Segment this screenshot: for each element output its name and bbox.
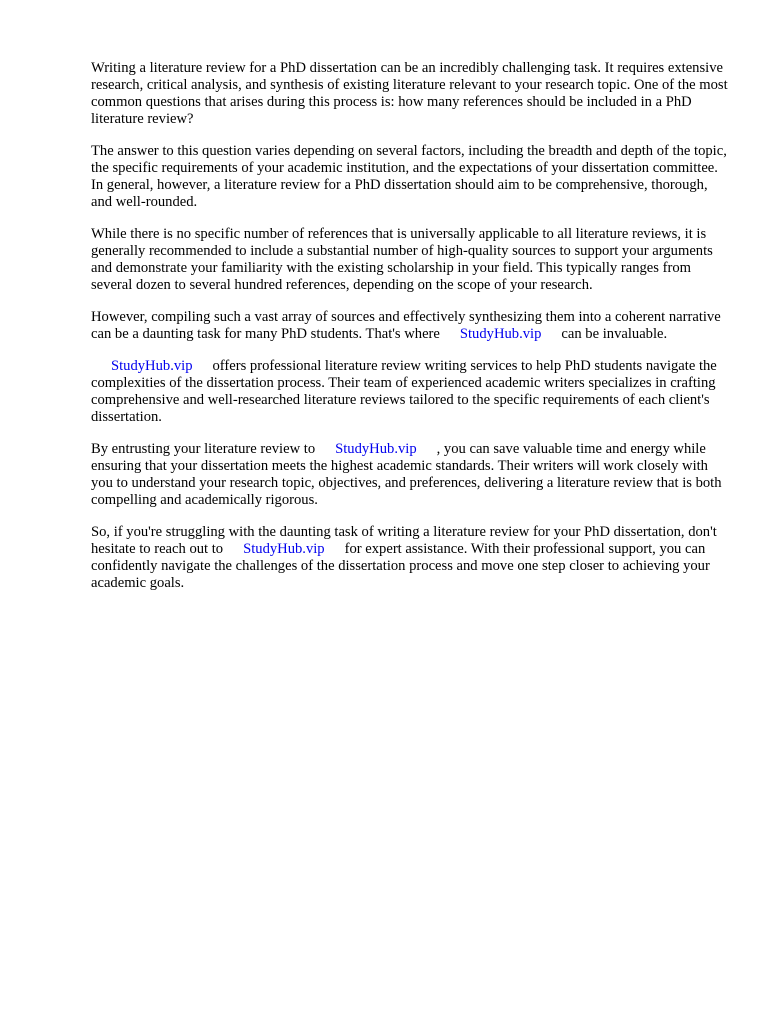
studyhub-link[interactable]: StudyHub.vip: [335, 441, 417, 457]
paragraph-answer: The answer to this question varies depending on several factors, including the breadth and depth of the topic, the specific requirements of your academic institution, and the expectations of your dissertation committee. In general, however, a literature review for a PhD dissertation should aim to be comprehensive, thorough, and well-rounded.: [91, 143, 731, 210]
paragraph-text: So, if you're struggling with the daunting task of writing a literature review for your PhD dissertation, don't hesitate to reach out to: [91, 524, 721, 557]
paragraph-text: By entrusting your literature review to: [91, 441, 316, 457]
paragraph-references-range: While there is no specific number of references that is universally applicable to all literature reviews, it is generally recommended to include a substantial number of high-quality sources to support your arguments and demonstrate your familiarity with the existing scholarship in your field. This typically ranges from several dozen to several hundred references, depending on the scope of your research.: [91, 226, 717, 293]
paragraph-closing: [91, 524, 731, 592]
paragraph-intro: Writing a literature review for a PhD dissertation can be an incredibly challenging task. It requires extensive research, critical analysis, and synthesis of existing literature relevant to your research topic. One of the most common questions that arises during this process is: how many references should be included in a PhD literature review?: [91, 60, 732, 127]
paragraph-text: can be invaluable.: [561, 326, 668, 342]
studyhub-link[interactable]: StudyHub.vip: [243, 541, 325, 557]
document-body: [91, 60, 731, 607]
studyhub-link[interactable]: StudyHub.vip: [459, 326, 542, 342]
paragraph-text: However, compiling such a vast array of sources and effectively synthesizing them into a coherent narrative can be a daunting task for many PhD students. That's where: [91, 309, 725, 342]
paragraph-entrusting: [91, 441, 731, 509]
paragraph-text: for expert assistance. With their professional support, you can confidently navigate the challenges of the dissertation process and move one step closer to achieving your academic goals.: [91, 541, 714, 591]
paragraph-services: [91, 358, 731, 426]
studyhub-link[interactable]: StudyHub.vip: [111, 358, 193, 374]
paragraph-text: offers professional literature review writing services to help PhD students navigate the complexities of the dissertation process. Their team of experienced academic writers specializes in crafting comprehensive and well-researched literature reviews tailored to the specific requirements of each client's dissertation.: [91, 358, 721, 425]
paragraph-however: [91, 309, 731, 343]
paragraph-text: , you can save valuable time and energy while ensuring that your dissertation meets the highest academic standards. Their writers will work closely with you to understand your research topic, objectives, and preferences, delivering a literature review that is both compelling and academically rigorous.: [91, 441, 726, 508]
